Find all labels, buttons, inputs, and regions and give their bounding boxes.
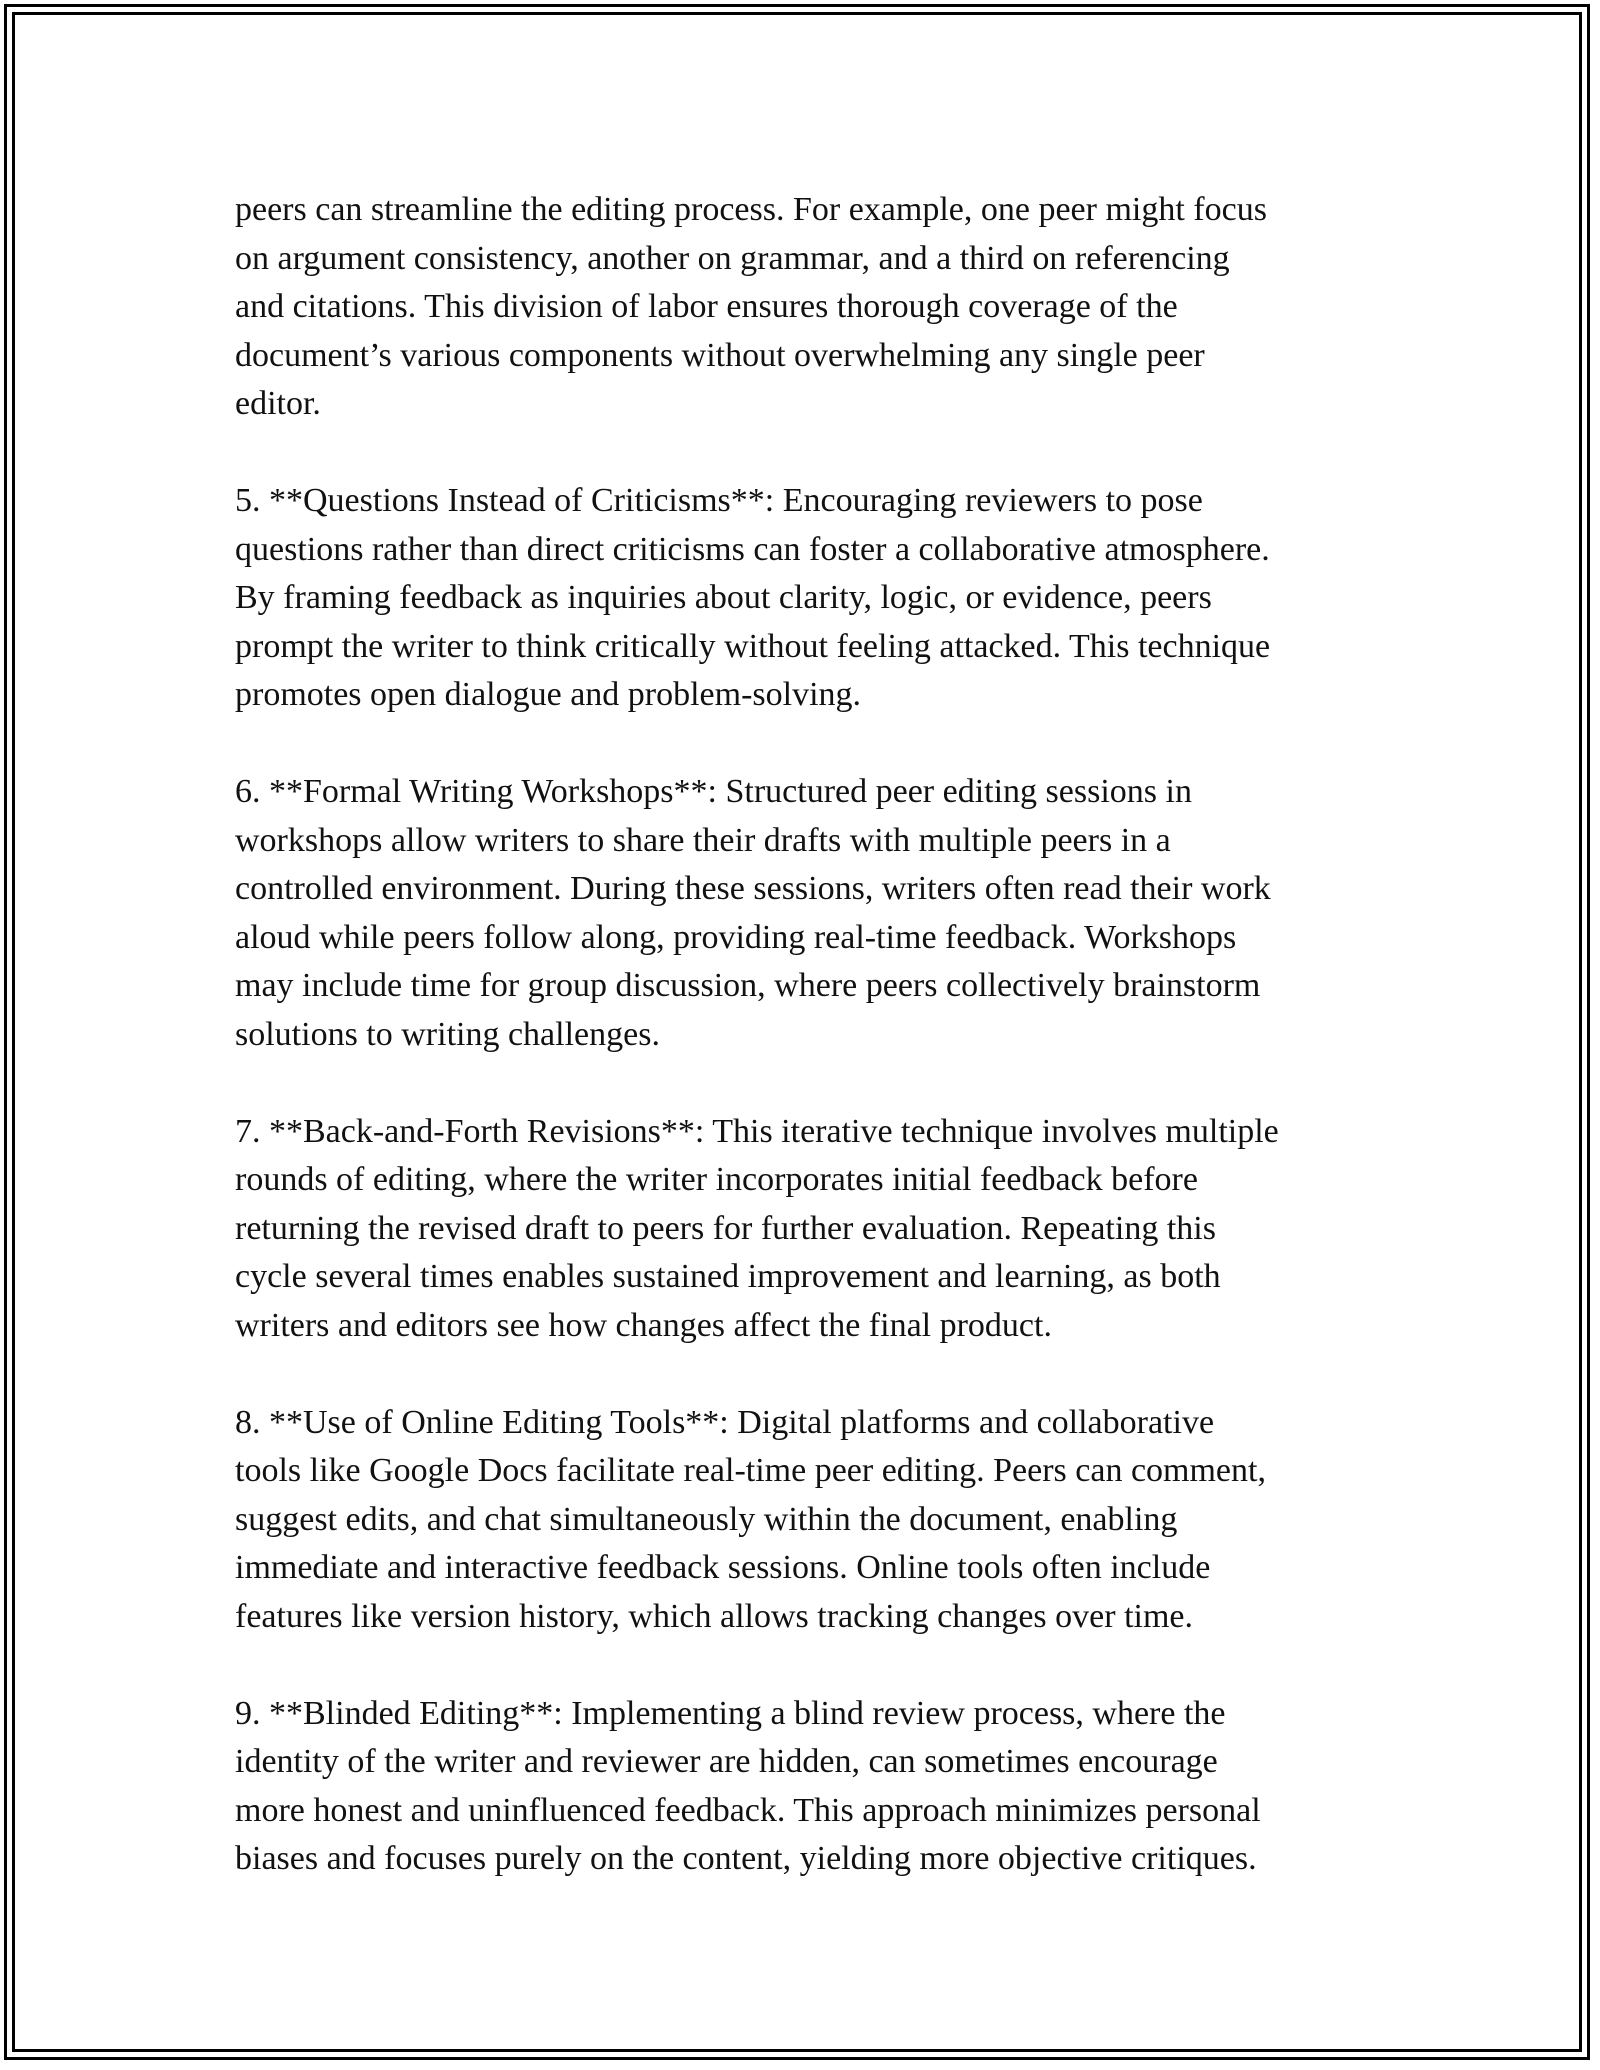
paragraph-item-6: 6. **Formal Writing Workshops**: Structured peer editing sessions in workshops allow writers to share their drafts with multiple peers in a controlled environment. During these sessions, writers often read their work aloud while peers follow along, providing real-time feedback. Workshops may include time for group discussion, where peers collectively brainstorm solutions to writing challenges. xyxy=(235,773,1271,1053)
paragraph-item-9: 9. **Blinded Editing**: Implementing a blind review process, where the identity of the writer and reviewer are hidden, can sometimes encourage more honest and uninfluenced feedback. This approach minimizes personal biases and focuses purely on the content, yielding more objective critiques. xyxy=(235,1694,1261,1877)
paragraph-item-7: 7. **Back-and-Forth Revisions**: This iterative technique involves multiple rounds of editing, where the writer incorporates initial feedback before returning the revised draft to peers for further evaluation. Repeating this cycle several times enables sustained improvement and learning, as both writers and editors see how changes affect the final product. xyxy=(235,1112,1279,1344)
paragraph-item-5: 5. **Questions Instead of Criticisms**: Encouraging reviewers to pose questions rather than direct criticisms can foster a collaborative atmosphere. By framing feedback as inquiries about clarity, logic, or evidence, peers prompt the writer to think critically without feeling attacked. This technique promotes open dialogue and problem-solving. xyxy=(235,482,1271,713)
paragraph-item-8: 8. **Use of Online Editing Tools**: Digital platforms and collaborative tools like Google Docs facilitate real-time peer editing. Peers can comment, suggest edits, and chat simultaneously within the document, enabling immediate and interactive feedback sessions. Online tools often include features like version history, which allows tracking changes over time. xyxy=(235,1403,1266,1635)
document-body xyxy=(235,186,1375,1884)
paragraph-continuation: peers can streamline the editing process. For example, one peer might focus on argument consistency, another on grammar, and a third on referencing and citations. This division of labor ensures thorough coverage of the document’s various components without overwhelming any single peer editor. xyxy=(235,191,1267,422)
